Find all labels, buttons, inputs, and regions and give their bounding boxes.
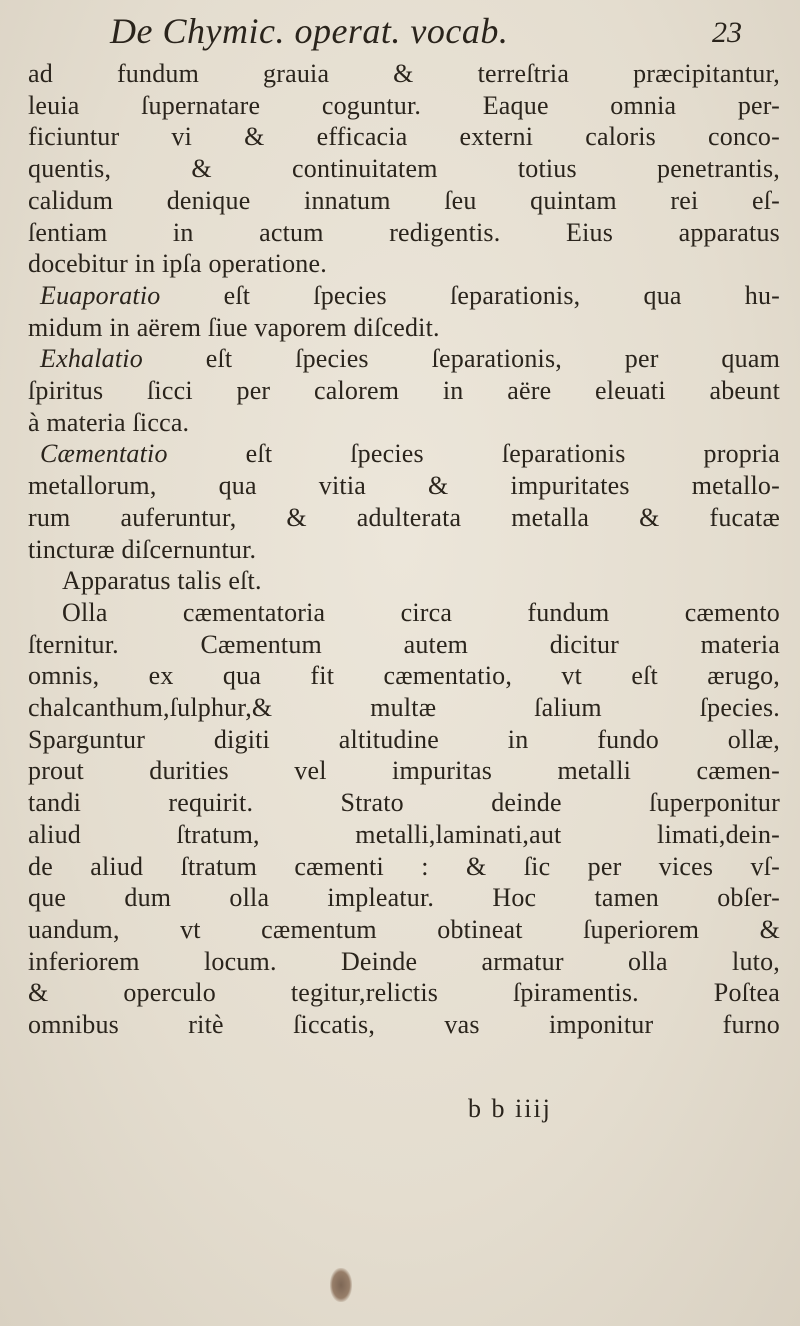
running-head (110, 10, 770, 56)
text-line: Euaporatio eſt ſpecies ſeparationis, qua hu- (40, 280, 781, 310)
text-line: ſternitur. Cæmentum autem dicitur materia (28, 629, 780, 659)
text-line: & operculo tegitur,relictis ſpiramentis. Poſtea (28, 978, 780, 1008)
lemma-caementatio: Cæmentatio (40, 439, 168, 469)
text-line: omnibus ritè ſiccatis, vas imponitur furno (28, 1010, 780, 1040)
text-line: tandi requirit. Strato deinde ſuperponitur (28, 788, 780, 818)
text-line: uandum, vt cæmentum obtineat ſuperiorem & (28, 914, 780, 944)
text-line: omnis, ex qua fit cæmentatio, vt eſt ærugo, (28, 661, 780, 691)
text-line: quentis, & continuitatem totius penetrantis, (28, 154, 780, 184)
text-line: calidum denique innatum ſeu quintam rei eſ- (28, 185, 780, 215)
text-line: docebitur in ipſa operatione. (28, 249, 327, 279)
text-line: inferiorem locum. Deinde armatur olla luto, (28, 946, 780, 976)
running-title: De Chymic. operat. vocab. (110, 11, 509, 51)
text-line: Olla cæmentatoria circa fundum cæmento (62, 597, 780, 627)
text-line: que dum olla impleatur. Hoc tamen obſer- (28, 883, 780, 913)
lemma-evaporatio: Euaporatio (40, 280, 161, 310)
text-line: de aliud ſtratum cæmenti : & ſic per vices vſ- (28, 851, 780, 881)
text-line: chalcanthum,ſulphur,& multæ ſalium ſpecies. (28, 693, 780, 723)
text-line: ad fundum grauia & terreſtria præcipitantur, (28, 59, 780, 88)
text-line: midum in aërem ſiue vaporem diſcedit. (28, 312, 440, 342)
text-line: aliud ſtratum, metalli,laminati,aut limati,dein- (28, 819, 780, 849)
text-line: Apparatus talis eſt. (62, 566, 262, 596)
text-line: prout durities vel impuritas metalli cæmen- (28, 756, 780, 786)
text-line: Sparguntur digiti altitudine in fundo ollæ, (28, 724, 780, 754)
text-line: à materia ſicca. (28, 407, 190, 437)
text-line: Cæmentatio eſt ſpecies ſeparationis propria (40, 439, 780, 469)
text-line: ficiuntur vi & efficacia externi caloris conco- (28, 122, 780, 152)
ink-stain (330, 1268, 352, 1302)
text-line: metallorum, qua vitia & impuritates metallo- (28, 471, 780, 501)
text-line: rum auferuntur, & adulterata metalla & fucatæ (28, 502, 780, 532)
lemma-exhalatio: Exhalatio (40, 344, 143, 374)
page-number: 23 (712, 16, 742, 49)
text-line: tincturæ diſcernuntur. (28, 534, 257, 564)
text-line: leuia ſupernatare coguntur. Eaque omnia per- (28, 90, 780, 120)
signature-mark: b b iiij (468, 1094, 552, 1123)
text-line: ſpiritus ſicci per calorem in aëre eleuati abeunt (28, 376, 780, 406)
body-text (28, 58, 780, 1041)
text-line: Exhalatio eſt ſpecies ſeparationis, per quam (40, 344, 781, 374)
text-line: ſentiam in actum redigentis. Eius apparatus (28, 217, 780, 247)
